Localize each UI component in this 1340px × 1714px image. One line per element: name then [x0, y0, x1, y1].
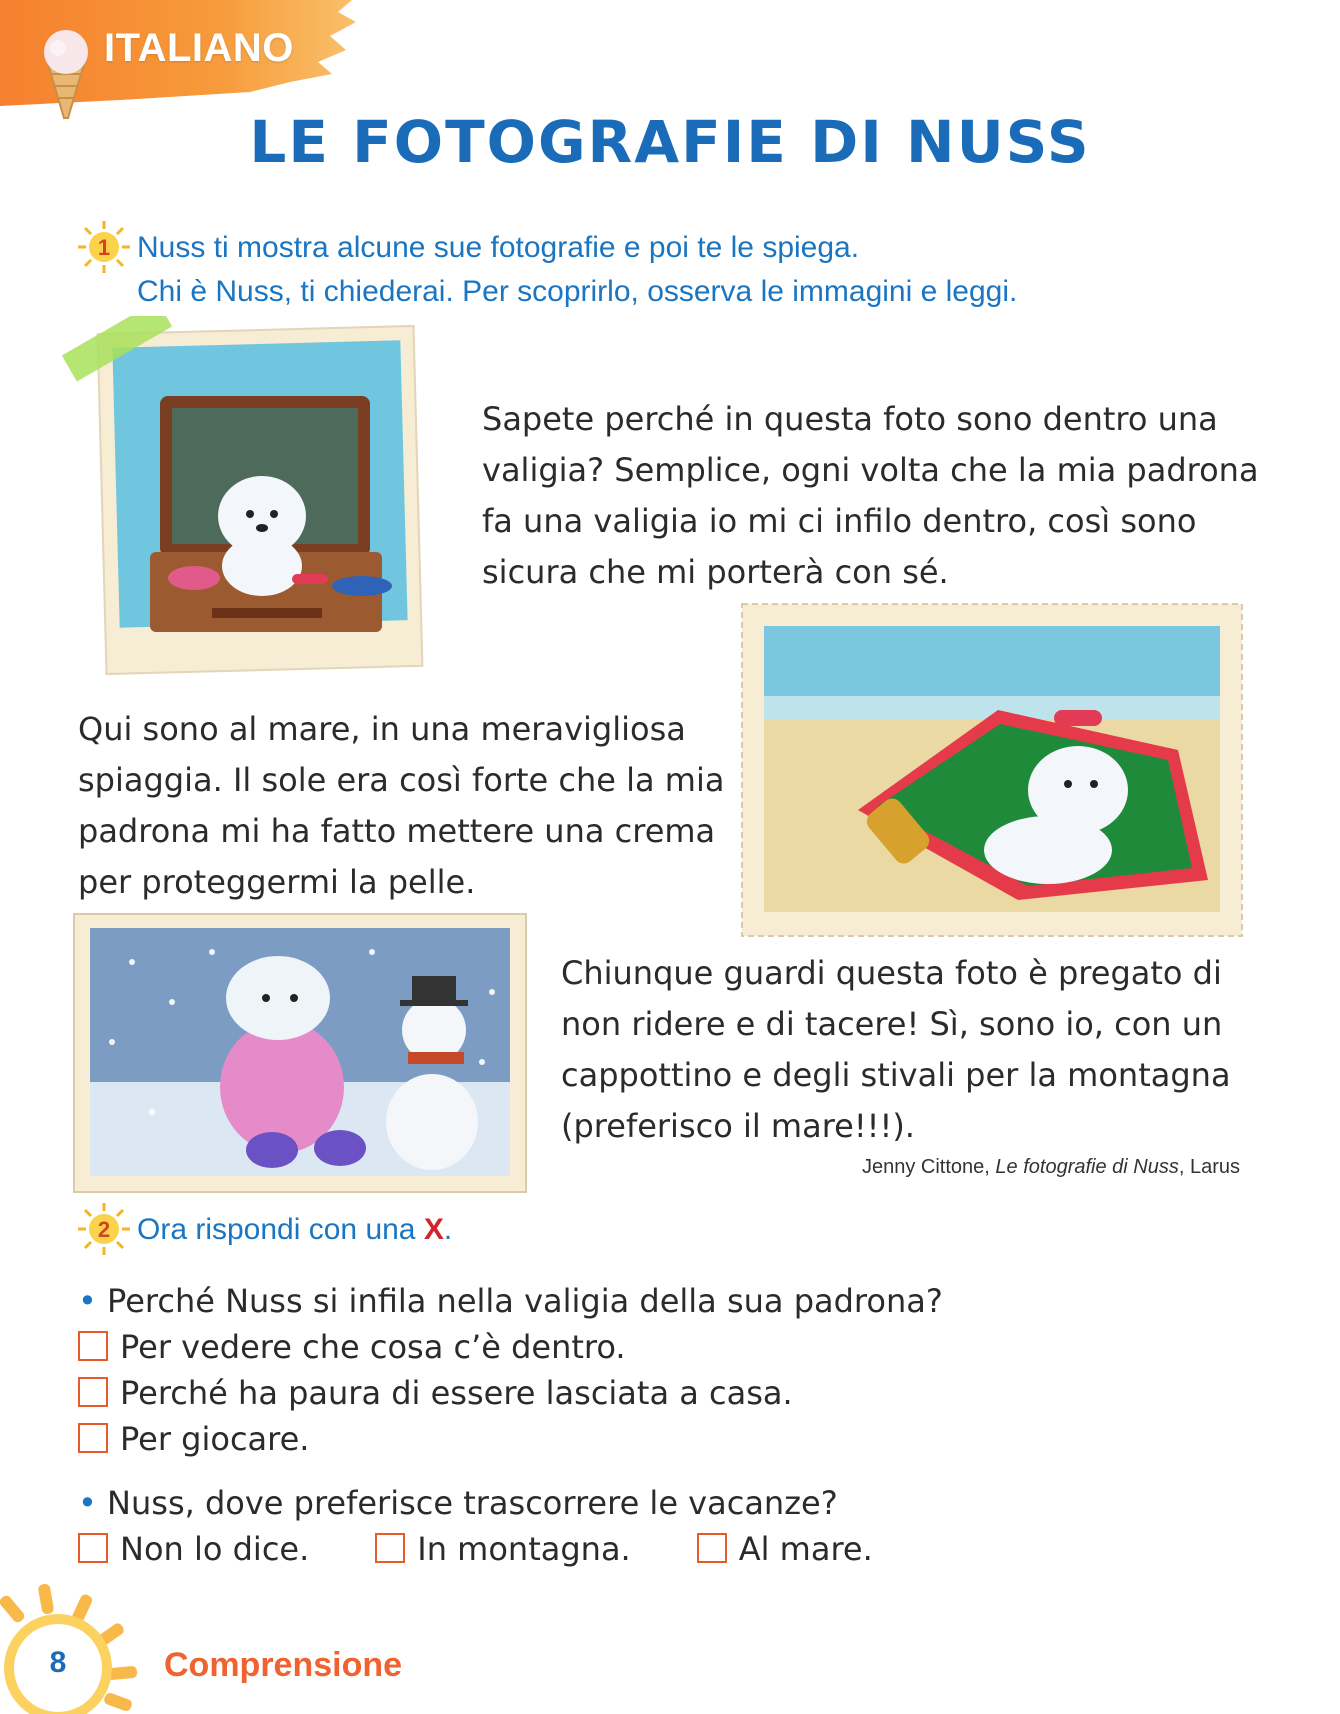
exercise-number-badge-1 [76, 219, 132, 275]
exercise-1-instruction [137, 226, 1017, 314]
checkbox[interactable] [697, 1533, 727, 1563]
exercise-2-text-end: . [443, 1213, 453, 1246]
citation-author: Jenny Cittone, [861, 1156, 996, 1178]
question-1-option-2[interactable] [78, 1370, 943, 1416]
story-p1-line-2: valigia? Semplice, ogni volta che la mia padrona [482, 451, 1259, 489]
story-p1-line-4: sicura che mi porterà con sé. [482, 553, 949, 591]
checkbox[interactable] [78, 1331, 108, 1361]
story-p3-line-2: non ridere e di tacere! Sì, sono io, con un [561, 1005, 1223, 1043]
exercise-1-line-2: Chi è Nuss, ti chiederai. Per scoprirlo, osserva le immagini e leggi. [137, 275, 1018, 308]
question-2-text: Nuss, dove preferisce trascorrere le vacanze? [107, 1484, 838, 1522]
option-label: Non lo dice. [120, 1530, 310, 1568]
photo-beach [738, 600, 1246, 940]
question-1-text: Perché Nuss si infila nella valigia della sua padrona? [107, 1282, 943, 1320]
story-p2-line-1: Qui sono al mare, in una meravigliosa [78, 710, 686, 748]
checkbox[interactable] [78, 1423, 108, 1453]
option-label: Perché ha paura di essere lasciata a casa. [120, 1374, 793, 1412]
photo-suitcase [62, 316, 442, 696]
question-2 [78, 1480, 939, 1572]
story-p3-line-3: cappottino e degli stivali per la montagna [561, 1056, 1231, 1094]
x-mark: X [423, 1213, 444, 1246]
citation-book: Le fotografie di Nuss [995, 1156, 1179, 1178]
citation-publisher: , Larus [1178, 1156, 1240, 1178]
story-paragraph-3 [561, 948, 1231, 1152]
exercise-1-number: 1 [97, 235, 111, 260]
exercise-2-text: Ora rispondi con una [137, 1213, 424, 1246]
option-label: Per giocare. [120, 1420, 310, 1458]
question-2-prompt [78, 1480, 939, 1526]
sun-icon [0, 1580, 160, 1714]
section-label: Comprensione [164, 1646, 403, 1684]
question-1-option-1[interactable] [78, 1324, 943, 1370]
question-1-prompt [78, 1278, 943, 1324]
photo-snow [72, 912, 528, 1194]
option-label: In montagna. [417, 1530, 631, 1568]
question-2-option-3[interactable] [697, 1526, 873, 1572]
exercise-1-line-1: Nuss ti mostra alcune sue fotografie e poi te le spiega. [137, 231, 860, 264]
checkbox[interactable] [78, 1533, 108, 1563]
option-label: Per vedere che cosa c’è dentro. [120, 1328, 626, 1366]
question-2-option-2[interactable] [375, 1526, 630, 1572]
checkbox[interactable] [375, 1533, 405, 1563]
ice-cream-icon [38, 24, 94, 120]
page-title: LE FOTOGRAFIE DI NUSS [249, 108, 1091, 176]
exercise-2-instruction [137, 1208, 452, 1252]
story-paragraph-2 [78, 704, 724, 908]
story-p2-line-3: padrona mi ha fatto mettere una crema [78, 812, 716, 850]
citation [862, 1156, 1240, 1179]
story-p3-line-1: Chiunque guardi questa foto è pregato di [561, 954, 1222, 992]
option-label: Al mare. [738, 1530, 873, 1568]
page-number: 8 [49, 1646, 67, 1679]
question-2-option-1[interactable] [78, 1526, 309, 1572]
bullet-icon: • [78, 1282, 108, 1320]
story-p2-line-4: per proteggermi la pelle. [78, 863, 476, 901]
bullet-icon: • [78, 1484, 108, 1522]
story-paragraph-1 [482, 394, 1259, 598]
subject-label: ITALIANO [104, 26, 294, 70]
story-p1-line-3: fa una valigia io mi ci infilo dentro, così sono [482, 502, 1197, 540]
story-p2-line-2: spiaggia. Il sole era così forte che la mia [78, 761, 725, 799]
story-p3-line-4: (preferisco il mare!!!). [561, 1107, 915, 1145]
exercise-2-number: 2 [97, 1217, 111, 1242]
story-p1-line-1: Sapete perché in questa foto sono dentro una [482, 400, 1218, 438]
question-1 [78, 1278, 943, 1462]
question-1-option-3[interactable] [78, 1416, 943, 1462]
checkbox[interactable] [78, 1377, 108, 1407]
exercise-number-badge-2 [76, 1201, 132, 1257]
